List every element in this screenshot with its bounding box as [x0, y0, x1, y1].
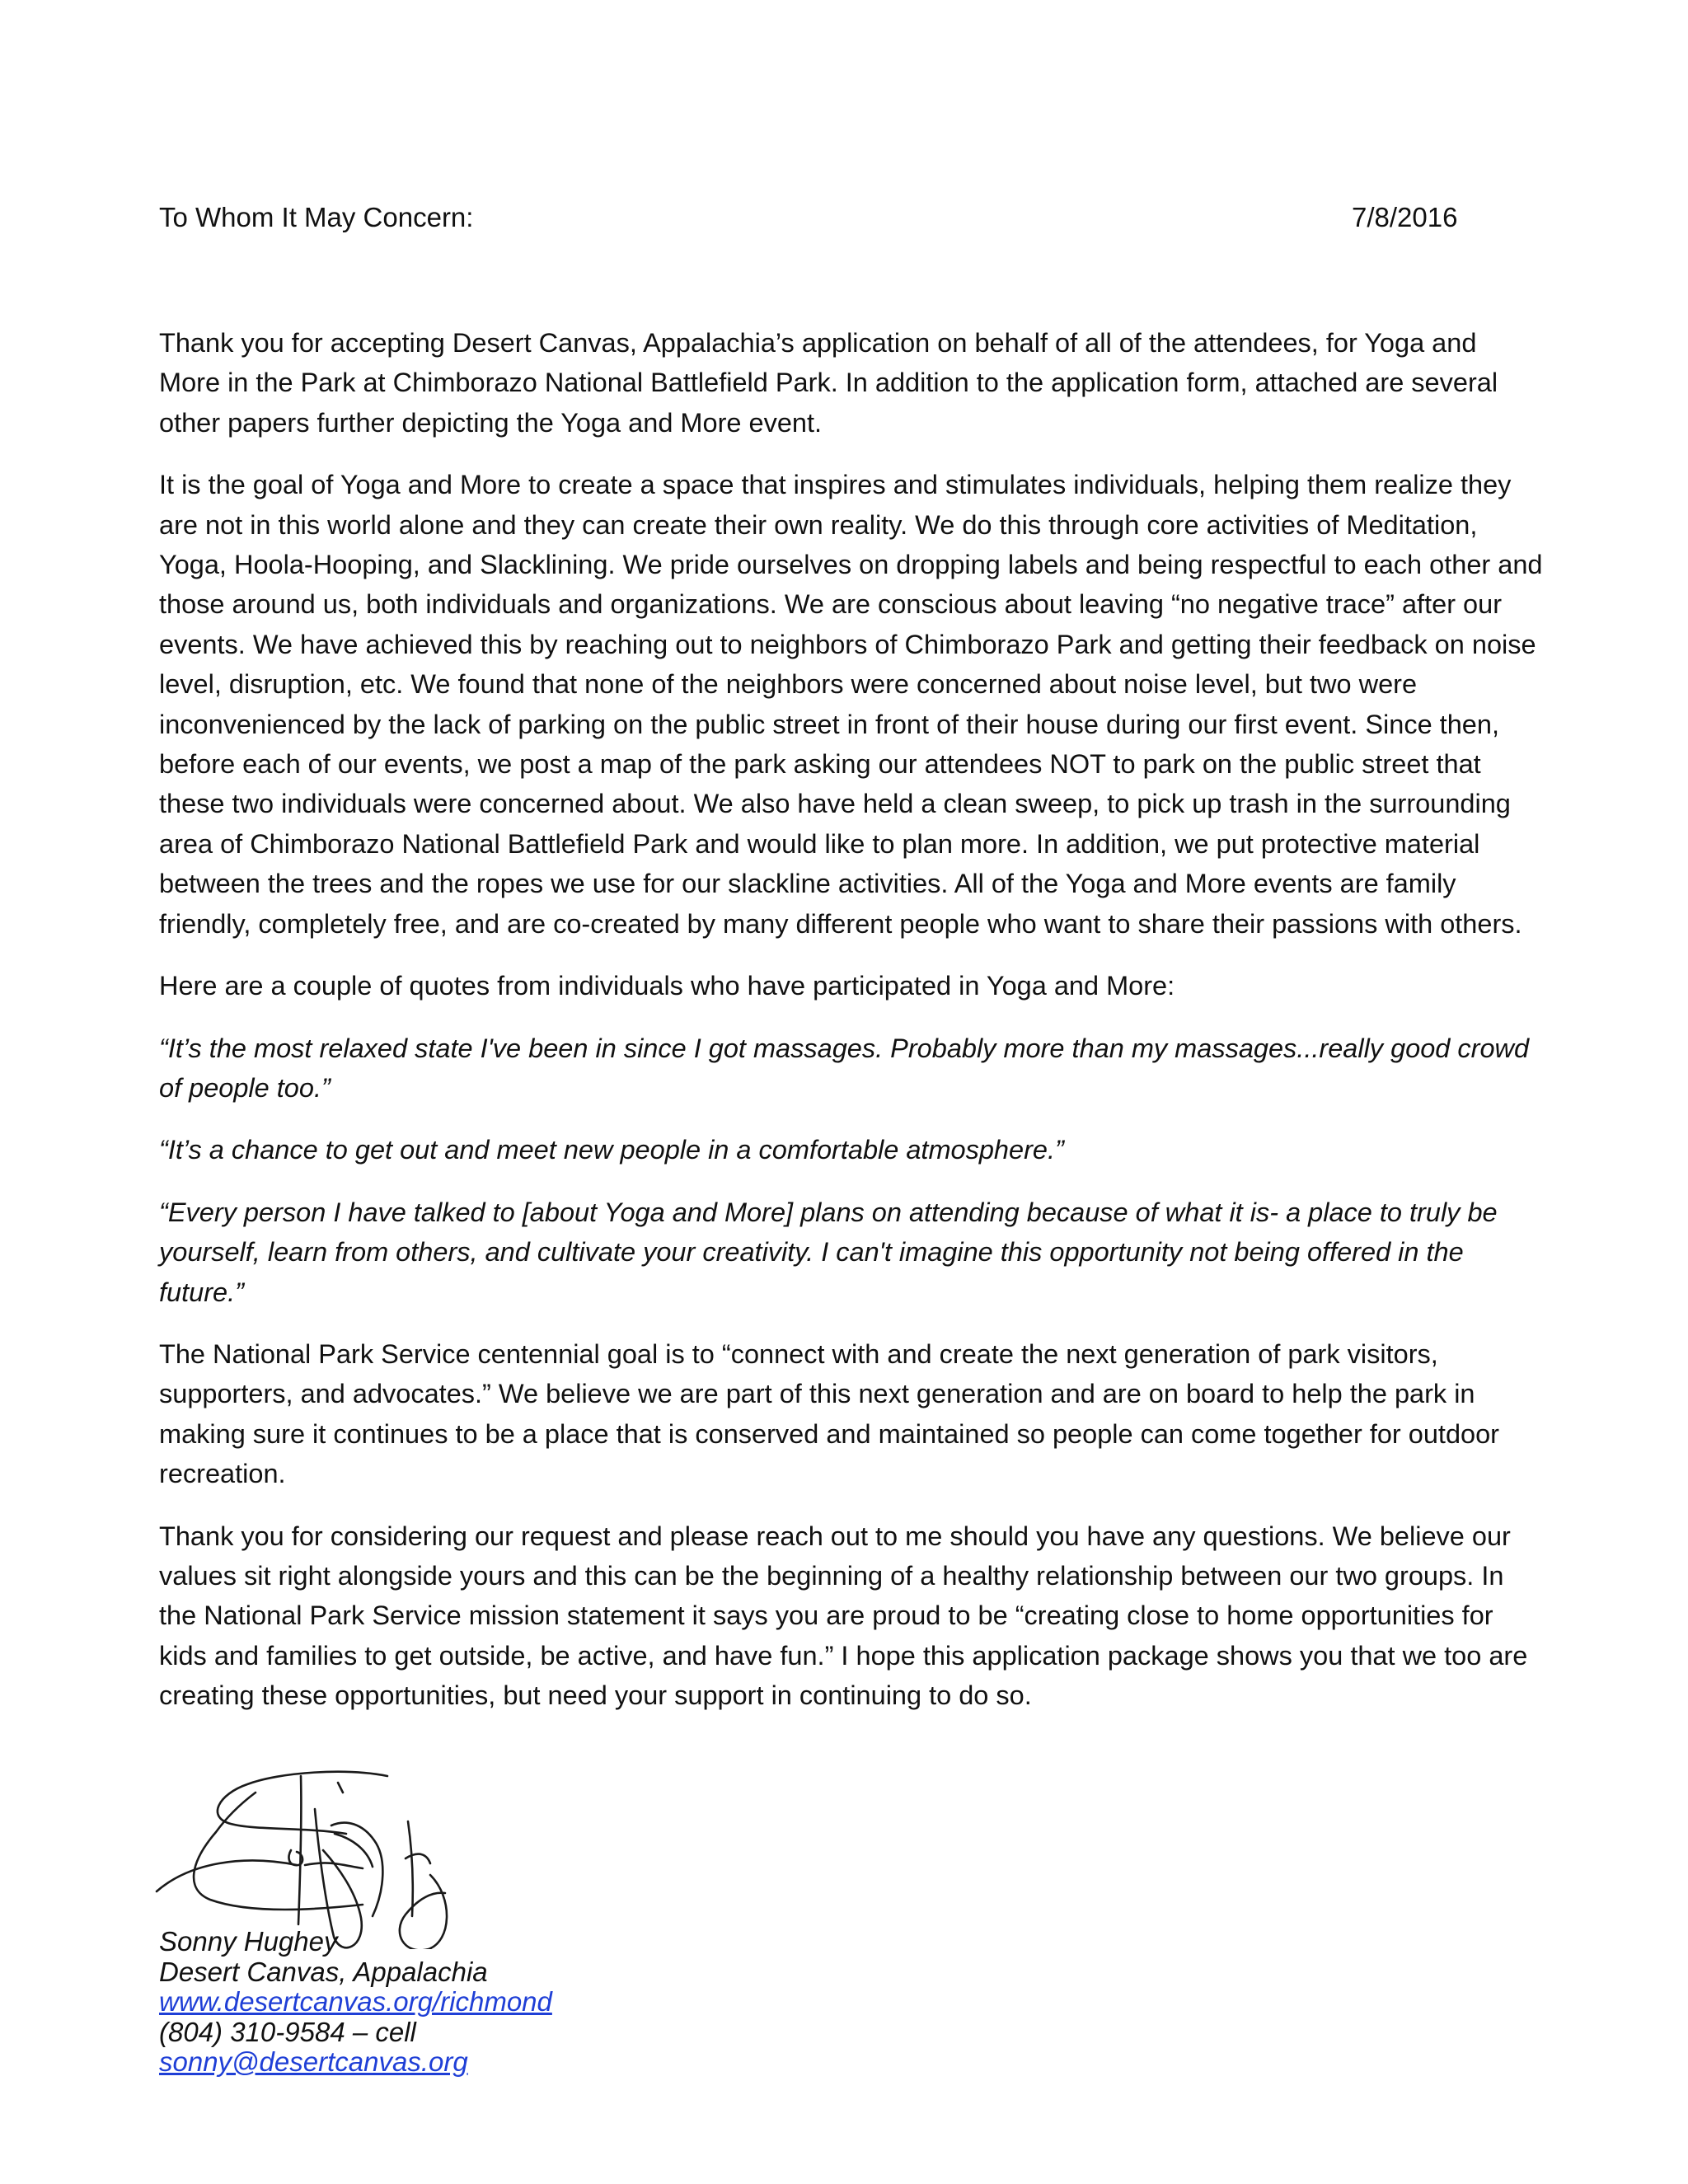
- quote-3: “Every person I have talked to [about Yoga and More] plans on attending because of what it is- a place to truly be yourself, learn from others, and cultivate your creativity. I can't imagine this opportunity not being offered in the future.”: [159, 1197, 1498, 1307]
- paragraph-closing: Thank you for considering our request and please reach out to me should you have any questions. We believe our values sit right alongside yours and this can be the beginning of a healthy relationship between our two groups. In the National Park Service mission statement it says you are proud to be “creating close to home opportunities for kids and families to get outside, be active, and have fun.” I hope this application package shows you that we too are creating these opportunities, but need your support in continuing to do so.: [159, 1521, 1528, 1711]
- handwritten-signature: [140, 1760, 503, 1949]
- quote-2: “It’s a chance to get out and meet new people in a comfortable atmosphere.”: [159, 1135, 1064, 1165]
- signature-block: [159, 1927, 552, 2078]
- paragraph-centennial: The National Park Service centennial goal is to “connect with and create the next generation of park visitors, supporters, and advocates.” We believe we are part of this next generation and are on board to help the park in making sure it continues to be a place that is conserved and maintained so people can come together for outdoor recreation.: [159, 1338, 1499, 1489]
- signer-phone: (804) 310-9584 – cell: [159, 2016, 416, 2047]
- salutation: To Whom It May Concern:: [159, 202, 474, 232]
- paragraph-intro: Thank you for accepting Desert Canvas, Appalachia’s application on behalf of all of the attendees, for Yoga and More in the Park at Chimborazo National Battlefield Park. In addition to the application form, attached are several other papers further depicting the Yoga and More event.: [159, 328, 1498, 438]
- website-link[interactable]: www.desertcanvas.org/richmond: [159, 1986, 552, 2017]
- paragraph-goal: It is the goal of Yoga and More to create a space that inspires and stimulates individuals, helping them realize they are not in this world alone and they can create their own reality. We do this through core activities of Meditation, Yoga, Hoola-Hooping, and Slacklining. We pride ourselves on dropping labels and being respectful to each other and those around us, both individuals and organizations. We are conscious about leaving “no negative trace” after our events. We have achieved this by reaching out to neighbors of Chimborazo Park and getting their feedback on noise level, disruption, etc. We found that none of the neighbors were concerned about noise level, but two were inconvenienced by the lack of parking on the public street in front of their house during our first event. Since then, before each of our events, we post a map of the park asking our attendees NOT to park on the public street that these two individuals were concerned about. We also have held a clean sweep, to pick up trash in the surrounding area of Chimborazo National Battlefield Park and would like to plan more. In addition, we put protective material between the trees and the ropes we use for our slackline activities. All of the Yoga and More events are family friendly, completely free, and are co-created by many different people who want to share their passions with others.: [159, 470, 1543, 939]
- quote-1: “It’s the most relaxed state I've been in since I got massages. Probably more than my massages...really good crowd of people too.”: [159, 1033, 1530, 1103]
- paragraph-quotes-intro: Here are a couple of quotes from individuals who have participated in Yoga and More:: [159, 971, 1175, 1001]
- letter-body: [159, 323, 1544, 1738]
- email-link[interactable]: sonny@desertcanvas.org: [159, 2046, 468, 2077]
- letter-date: 7/8/2016: [1352, 202, 1458, 232]
- signer-name: Sonny Hughey: [159, 1926, 338, 1957]
- signer-organization: Desert Canvas, Appalachia: [159, 1956, 488, 1987]
